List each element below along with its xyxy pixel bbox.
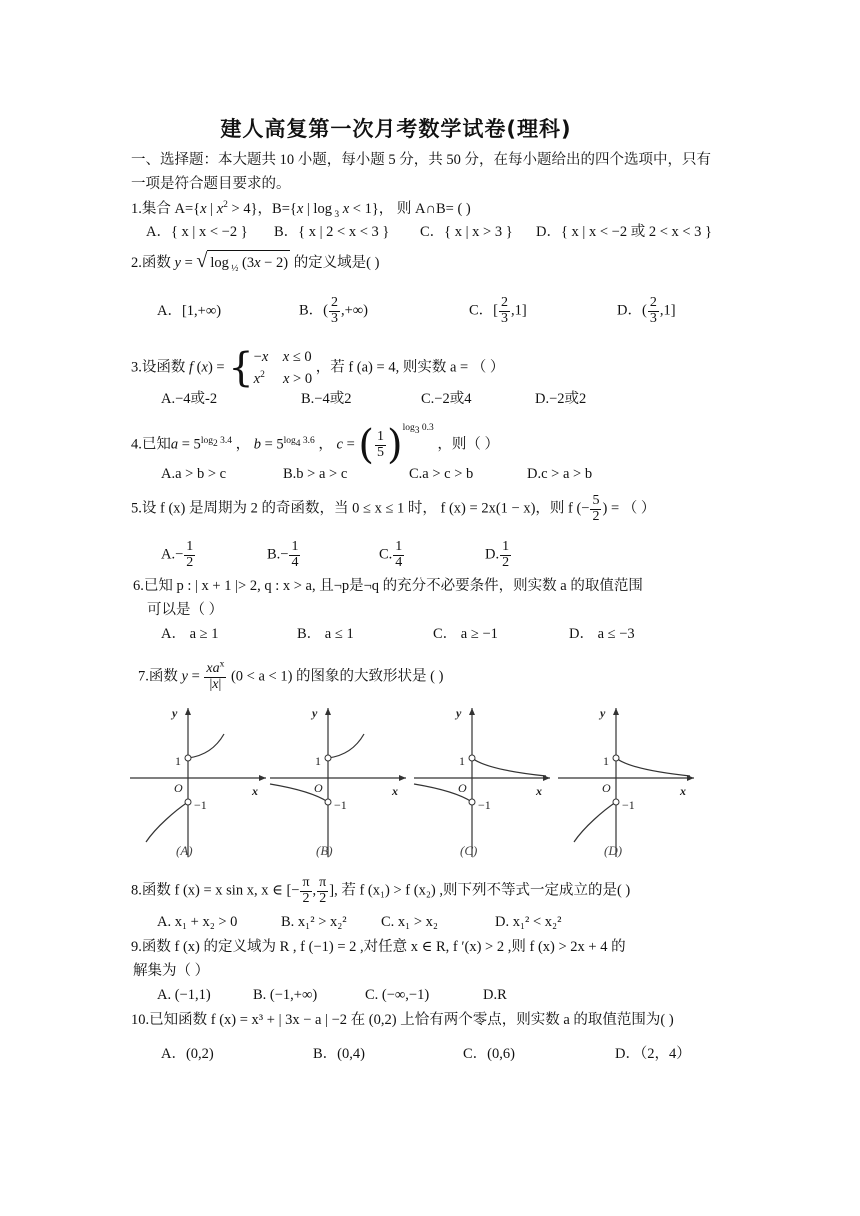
svg-text:1: 1 (459, 754, 465, 768)
q5-option-b[interactable]: B.− $\frac{1}{4}$ (267, 539, 299, 570)
q4-option-c[interactable]: C.a > c > b (409, 466, 474, 482)
q9-option-a[interactable]: A. (−1,1) (157, 987, 211, 1003)
q5-option-c[interactable]: C. $\frac{1}{4}$ (379, 539, 403, 570)
q8-option-a[interactable]: A. x₁ + x₂ > 0 (157, 914, 238, 930)
graph-c[interactable] (412, 702, 552, 862)
q6-option-a[interactable]: A． a ≥ 1 (161, 626, 219, 642)
q4-option-d[interactable]: D.c > a > b (527, 466, 593, 482)
svg-text:−1: −1 (478, 798, 491, 812)
q2-option-a[interactable]: A．[1,+∞) (157, 302, 222, 319)
question-2: 2.函数 y = √ log $_{\frac{1}{2}}$ (3x − 2) 的定义域是( ) (131, 250, 380, 274)
question-8: 8.函数 f (x) = x sin x, x ∈ [− $\frac{\pi}{2}$ , $\frac{\pi}{2}$ ], 若 f (x₁) > f (x₂) ,则下列不等式一定成立的是( ) (131, 875, 631, 906)
q8-option-d[interactable]: D. x₁² < x₂² (495, 914, 562, 930)
q1-option-a[interactable]: A．{ x | x < −2 } (146, 224, 248, 240)
svg-text:−1: −1 (194, 798, 207, 812)
question-1: 1.集合 A={x | $x^2 > 4$}，B={x | log $_3$ x < 1}， 则 A∩B= ( ) (131, 200, 471, 220)
question-3: 3.设函数 f (x) = {−x x ≤ 0 $x^2$ x > 0 ，若 f (a) = 4, 则实数 a = （ ） (131, 345, 505, 391)
question-9-line2: 解集为（ ） (133, 963, 210, 979)
q3-option-a[interactable]: A.−4或-2 (161, 391, 218, 407)
svg-text:−1: −1 (334, 798, 347, 812)
q5-option-d[interactable]: D. $\frac{1}{2}$ (485, 539, 510, 570)
graph-label: (D) (604, 843, 623, 858)
graph-b[interactable] (268, 702, 408, 862)
q6-option-c[interactable]: C． a ≥ −1 (433, 626, 498, 642)
q1-option-c[interactable]: C．{ x | x > 3 } (420, 224, 513, 240)
y-axis-label: y (172, 706, 178, 720)
q6-option-b[interactable]: B． a ≤ 1 (297, 626, 354, 642)
question-2-options (157, 296, 676, 326)
q6-option-d[interactable]: D． a ≤ −3 (569, 626, 635, 642)
x-axis-label: x (252, 784, 258, 798)
q2-option-d[interactable]: D．( $\frac{2}{3}$ ,1] (617, 295, 676, 326)
section-intro-line1: 一、选择题：本大题共 10 小题，每小题 5 分，共 50 分，在每小题给出的四个选项中，只有 (131, 152, 711, 168)
question-1-options (146, 222, 712, 242)
q8-option-c[interactable]: C. x₁ > x₂ (381, 914, 438, 930)
svg-text:y: y (600, 706, 606, 720)
question-10-options (161, 1044, 691, 1064)
question-4-options (161, 464, 592, 484)
svg-text:x: x (536, 784, 542, 798)
svg-text:1: 1 (603, 754, 609, 768)
q10-option-b[interactable]: B．(0,4) (313, 1046, 365, 1062)
svg-text:1: 1 (175, 754, 181, 768)
q9-option-d[interactable]: D.R (483, 987, 507, 1003)
svg-text:y: y (312, 706, 318, 720)
q3-option-b[interactable]: B.−4或2 (301, 391, 352, 407)
q9-option-c[interactable]: C. (−∞,−1) (365, 987, 430, 1003)
question-5: 5.设 f (x) 是周期为 2 的奇函数，当 0 ≤ x ≤ 1 时， f (x) = 2x(1 − x)，则 f (− $\frac{5}{2}$ ) = （ ） (131, 493, 656, 524)
question-4: 4.已知$a = 5^{log_2 3.4}$ ， $b = 5^{log_4 3.6}$ ， c = ( $\frac{1}{5}$ )$^{log_3 0.3}$ ，则（ ） (131, 422, 500, 468)
question-8-options (157, 912, 561, 932)
graph-label: (B) (316, 843, 333, 858)
svg-text:O: O (602, 781, 611, 795)
question-7: 7.函数 y = $\frac{xa^x}{|x|}$ (0 < a < 1) 的图象的大致形状是 ( ) (138, 659, 444, 692)
question-6-options (161, 624, 635, 644)
svg-text:−1: −1 (622, 798, 635, 812)
graph-label: (A) (176, 843, 193, 858)
svg-text:x: x (392, 784, 398, 798)
q4-option-a[interactable]: A.a > b > c (161, 466, 227, 482)
q3-option-c[interactable]: C.−2或4 (421, 391, 472, 407)
q5-option-a[interactable]: A.− $\frac{1}{2}$ (161, 539, 194, 570)
graph-d[interactable] (556, 702, 696, 862)
q10-option-a[interactable]: A．(0,2) (161, 1046, 214, 1062)
q3-option-d[interactable]: D.−2或2 (535, 391, 587, 407)
question-9-options (157, 985, 507, 1005)
graph-label: (C) (460, 843, 478, 858)
q10-option-c[interactable]: C．(0,6) (463, 1046, 515, 1062)
graph-a[interactable] (128, 702, 268, 862)
q10-option-d[interactable]: D．（2，4） (615, 1046, 691, 1062)
q2-option-c[interactable]: C．[ $\frac{2}{3}$ ,1] (469, 295, 527, 326)
q2-option-b[interactable]: B．( $\frac{2}{3}$ ,+∞) (299, 295, 368, 326)
svg-text:O: O (314, 781, 323, 795)
question-9-line1: 9.函数 f (x) 的定义域为 R , f (−1) = 2 ,对任意 x ∈ R, f ′(x) > 2 ,则 f (x) > 2x + 4 的 (131, 939, 626, 955)
q8-option-b[interactable]: B. x₁² > x₂² (281, 914, 347, 930)
question-10: 10.已知函数 f (x) = x³ + | 3x − a | −2 在 (0,2) 上恰有两个零点，则实数 a 的取值范围为( ) (131, 1012, 674, 1028)
svg-text:1: 1 (315, 754, 321, 768)
question-5-options (161, 540, 512, 570)
svg-text:x: x (680, 784, 686, 798)
svg-text:O: O (174, 781, 183, 795)
question-6-line1: 6.已知 p : | x + 1 |> 2, q : x > a, 且¬p是¬q 的充分不必要条件，则实数 a 的取值范围 (133, 578, 643, 594)
section-intro-line2: 一项是符合题目要求的。 (131, 176, 291, 192)
question-6-line2: 可以是（ ） (147, 602, 224, 618)
q4-option-b[interactable]: B.b > a > c (283, 466, 348, 482)
svg-text:O: O (458, 781, 467, 795)
svg-text:y: y (456, 706, 462, 720)
q9-option-b[interactable]: B. (−1,+∞) (253, 987, 318, 1003)
page-title: 建人高复第一次月考数学试卷(理科) (220, 117, 572, 141)
q1-option-d[interactable]: D．{ x | x < −2 或 2 < x < 3 } (536, 224, 713, 240)
q1-option-b[interactable]: B．{ x | 2 < x < 3 } (274, 224, 390, 240)
question-3-options (161, 389, 586, 409)
